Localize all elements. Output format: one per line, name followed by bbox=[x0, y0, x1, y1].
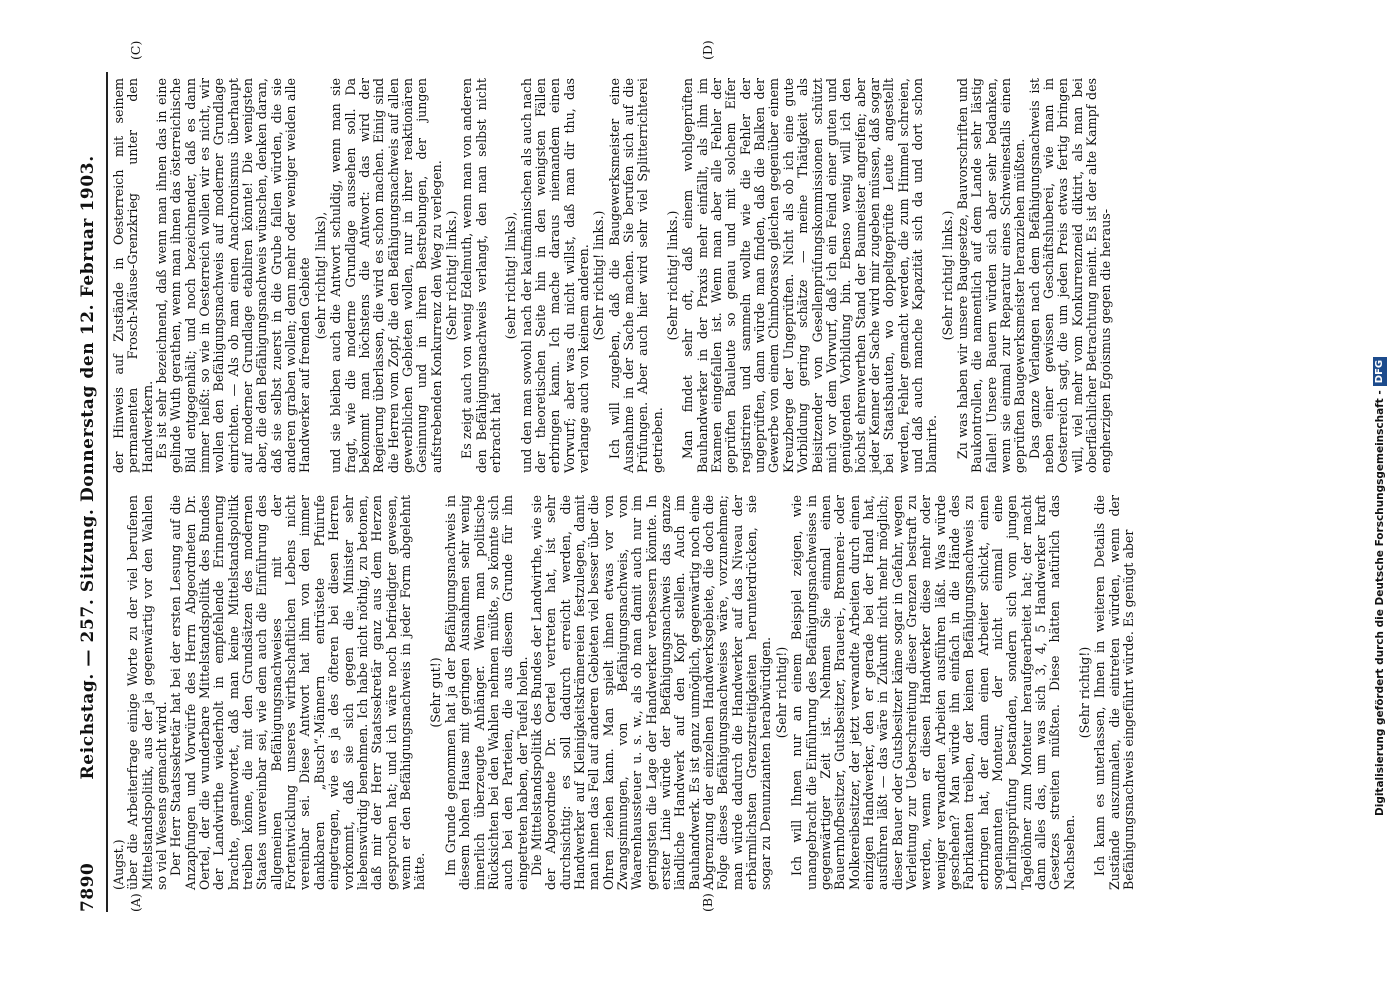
margin-mark-d: (D) bbox=[700, 40, 715, 60]
paragraph: Im Grunde genommen hat ja der Befähigungsnachweis in diesem hohen Hause mit geringen Ausnahmen sehr wenig innerlich überzeugte Anhänger. Wenn man politische Rücksichten bei den Wahlen nehmen müßte, so könnte sich auch bei den Parteien, die aus diesem Grunde für ihn eingetreten haben, der Teufel holen. bbox=[442, 495, 530, 890]
interjection: (Sehr richtig! links.) bbox=[443, 210, 459, 341]
credit-text: Digitalisierung gefördert durch die Deutsche Forschungsgemeinschaft - bbox=[1374, 390, 1386, 816]
margin-mark-b: (B) bbox=[700, 893, 715, 912]
paragraph: Das ganze Verlangen nach dem Befähigungsnachweis ist neben einer gewissen Geschäftshuberei, wie man in Oesterreich sagt, die um jeden Preis etwas fertig bringen will, viel mehr vom Konkurrenzneid diktirt, als man bei oberflächlicher Betrachtung meint. Es ist der alte Kampf des engherzigen Egoismus gegen die heraus- bbox=[1026, 78, 1114, 473]
right-column bbox=[112, 78, 1114, 473]
interjection: (sehr richtig! links), bbox=[312, 211, 328, 340]
interjection: (Sehr richtig! links.) bbox=[939, 210, 955, 341]
interjection: (sehr richtig! links), bbox=[503, 211, 519, 340]
interjection: (Sehr richtig! links.) bbox=[591, 210, 607, 341]
paragraph: Zu was haben wir unsere Baugesetze, Bauvorschriften und Baukontrollen, die namentlich auf dem Lande sehr lästig fallen! Unsere Bauern würden sich aber sehr bedanken, wenn sie einmal zur Reparatur eines Schweinestalls einen geprüften Baugewerksmeister heranziehen müßten. bbox=[954, 78, 1028, 473]
left-column bbox=[112, 495, 1136, 890]
paragraph: und sie bleiben auch die Antwort schuldig, wenn man sie fragt, wie die moderne Grundlage aussehen soll. Da bekommt man höchstens die Antwort: das wird der Regierung überlassen, die wird es schon machen. Einig sind die Herren vom Zopf, die den Befähigungsnachweis auf allen gewerblichen Gebieten wollen, nur in ihrer reaktionären Gesinnung und in ihren Bestrebungen, der jungen aufstrebenden Konkurrenz den Weg zu verlegen. bbox=[328, 78, 444, 473]
interjection: (Sehr richtig! links.) bbox=[665, 210, 681, 341]
digitization-credit bbox=[1368, 36, 1392, 816]
paragraph: Man findet sehr oft, daß einem wohlgeprüften Bauhandwerker in der Praxis mehr einfällt, als ihm im Examen eingefallen ist. Wenn man aber alle Fehler der geprüften Bauleute so genau und mit solchem Eifer registriren und sammeln wollte wie die Fehler der ungeprüften, dann würde man finden, daß die Balken der Gewerbe von einem Chimborasso gleichen gegenüber einem Kreuzberge der Ungeprüften. Nicht als ob ich eine gute Vorbildung gering schätze — meine Thätigkeit als Beisitzender von Gesellenprüfungskommissionen schützt mich vor dem Vorwurf, daß ich ein Feind einer guten und genügenden Vorbildung bin. Ebenso wenig will ich den höchst ehrenwerthen Stand der Baumeister angreifen; aber jeder Kenner der Sache wird mir zugeben müssen, daß sogar bei Staatsbauten, wo doppeltgeprüfte Leute angestellt werden, Fehler gemacht werden, die zum Himmel schreien, und daß auch manche Kapazität sich da und dort schon blamirte. bbox=[680, 78, 940, 473]
interjection: (Sehr gut!) bbox=[427, 657, 443, 728]
speaker-reference: (Augst.) bbox=[111, 839, 126, 890]
paragraph: und den man sowohl nach der kaufmännischen als auch nach der theoretischen Seite hin in den wenigsten Fällen erbringen kann. Ich mache daraus niemandem einen Vorwurf; aber was du nicht willst, daß man dir thu, das verlange auch von keinem anderen. bbox=[518, 78, 591, 473]
paragraph: Die Mittelstandspolitik des Bundes der Landwirthe, wie sie der Abgeordnete Dr. Oertel vertreten hat, ist sehr durchsichtig: es soll dadurch erreicht werden, die Handwerker auf Kleinigkeitskrämereien festzulegen, damit man ihnen das Fell auf anderen Gebieten viel besser über die Ohren ziehen kann. Man spielt ihnen etwas vor von Zwangsinnungen, von Befähigungsnachweis, von Waarenhaussteuer u. s. w., als ob man damit auch nur im geringsten die Lage der Handwerker verbessern könnte. In erster Linie würde der Befähigungsnachweis das ganze ländliche Handwerk auf den Kopf stellen. Auch im Bauhandwerk. Es ist ganz unmöglich, gegenwärtig noch eine Abgrenzung der einzelnen Handwerksgebiete, die doch die Folge dieses Befähigungsnachweises wäre, vorzunehmen; man würde dadurch die Handwerker auf das Niveau der erbärmlichsten Grenzstreitigkeiten herunterdrücken, sie sogar zu Denunzianten herabwürdigen. bbox=[528, 495, 774, 890]
paragraph: Der Herr Staatssekretär hat bei der ersten Lesung auf die Anzapfungen und Vorwürfe des Herrn Abgeordneten Dr. Oertel, der die wunderbare Mittelstandspolitik des Bundes der Landwirthe wiederholt in empfehlende Erinnerung brachte, geantwortet, daß man keine Mittelstandspolitik treiben könne, die mit den Grundsätzen des modernen Staates unvereinbar sei, wie dem auch die Einführung des allgemeinen Befähigungsnachweises mit der Fortentwicklung unseres wirthschaftlichen Lebens nicht vereinbar sei. Diese Antwort hat ihm von den immer dankbaren „Busch“-Männern entrüstete Pfuirufe eingetragen, wie es ja des öfteren bei diesen Herren vorkommt, daß sie sich gegen die Minister sehr liebenswürdig benehmen. Ich habe nicht nöthig, zu betonen, daß mir der Herr Staatssekretär ganz aus dem Herzen gesprochen hat; und ich wäre noch befriedigter gewesen, wenn er den Befähigungsnachweis in jeder Form abgelehnt hätte. bbox=[168, 495, 428, 890]
header-rule bbox=[106, 72, 108, 912]
paragraph: Ich will zugeben, daß die Baugewerksmeister eine Ausnahme in der Sache machen. Sie berufen sich auf die Prüfungen. Aber auch hier wird sehr viel Splitterrichterei getrieben. bbox=[606, 78, 665, 473]
paragraph: über die Arbeiterfrage einige Worte zu der viel berufenen Mittelstandspolitik, aus der ja gegenwärtig vor den Wahlen so viel Wesens gemacht wird. bbox=[125, 495, 170, 890]
margin-mark-a: (A) bbox=[128, 893, 143, 912]
margin-mark-c: (C) bbox=[128, 40, 143, 60]
paragraph: der Hinweis auf Zustände in Oesterreich mit seinem permanenten Frosch-Mäuse-Grenzkrieg unter den Handwerkern. bbox=[111, 78, 155, 473]
paragraph: Es zeigt auch von wenig Edelmuth, wenn man von anderen den Befähigungsnachweis verlangt, den man selbst nicht erbracht hat bbox=[459, 78, 503, 473]
paragraph: Ich will Ihnen nur an einem Beispiel zeigen, wie unangebracht die Einführung des Befähigungsnachweises in gegenwärtiger Zeit ist. Nehmen Sie einmal einen Bauernhofbesitzer, Gutsbesitzer, Brauerei-, Brennerei- oder Molkereibesitzer, der jetzt verwandte Arbeiten durch einen einzigen Handwerker, den er gerade bei der Hand hat, ausführen läßt — das wäre in Zukunft nicht mehr möglich; dieser Bauer oder Gutsbesitzer käme sogar in Gefahr, wegen Verleitung zur Ueberschreitung dieser Grenzen bestraft zu werden, wenn er diesen Handwerker diese mehr oder weniger verwandten Arbeiten ausführen läßt. Was würde geschehen? Man würde ihn einfach in die Hände des Fabrikanten treiben, der keinen Befähigungsnachweis zu erbringen hat, der dann einen Arbeiter schickt, einen sogenannten Monteur, der nicht einmal eine Lehrlingsprüfung bestanden, sondern sich vom jungen Tagelöhner zum Monteur heraufgearbeitet hat; der macht dann alles das, um was sich 3, 4, 5 Handwerker kraft Gesetzes streiten müßten. Diese hätten natürlich das Nachsehen. bbox=[789, 495, 1077, 890]
interjection: (Sehr richtig!) bbox=[773, 646, 789, 739]
paragraph: Es ist sehr bezeichnend, daß wenn man ihnen das in eine gelinde Wuth gerathen, wenn man ihnen das österreichische Bild entgegenhält; und noch bezeichnender, daß es dann immer heißt: so wie in Oesterreich wollen wir es nicht, wir wollen den Befähigungsnachweis auf moderner Grundlage einrichten. — Als ob man einen Anachronismus überhaupt auf moderner Grundlage etabliren könnte! Die wenigsten aber, die den Befähigungsnachweis wünschen, denken daran, daß sie selbst zuerst in die Grube fallen würden, die sie anderen graben wollen; denn mehr oder weniger weiden alle Handwerker auf fremden Gebiete bbox=[154, 78, 313, 473]
dfg-logo: DFG bbox=[1373, 357, 1387, 386]
page-number: 7890 bbox=[78, 862, 98, 912]
paragraph: Ich kann es unterlassen, Ihnen in weiteren Details die Zustände auszumalen, die eintreten würden, wenn der Befähigungsnachweis eingeführt würde. Es genügt aber bbox=[1092, 495, 1137, 890]
page-title: Reichstag. — 257. Sitzung. Donnerstag den 12. Februar 1903. bbox=[78, 155, 98, 780]
page-header bbox=[78, 72, 104, 912]
interjection: (Sehr richtig!) bbox=[1077, 646, 1093, 739]
